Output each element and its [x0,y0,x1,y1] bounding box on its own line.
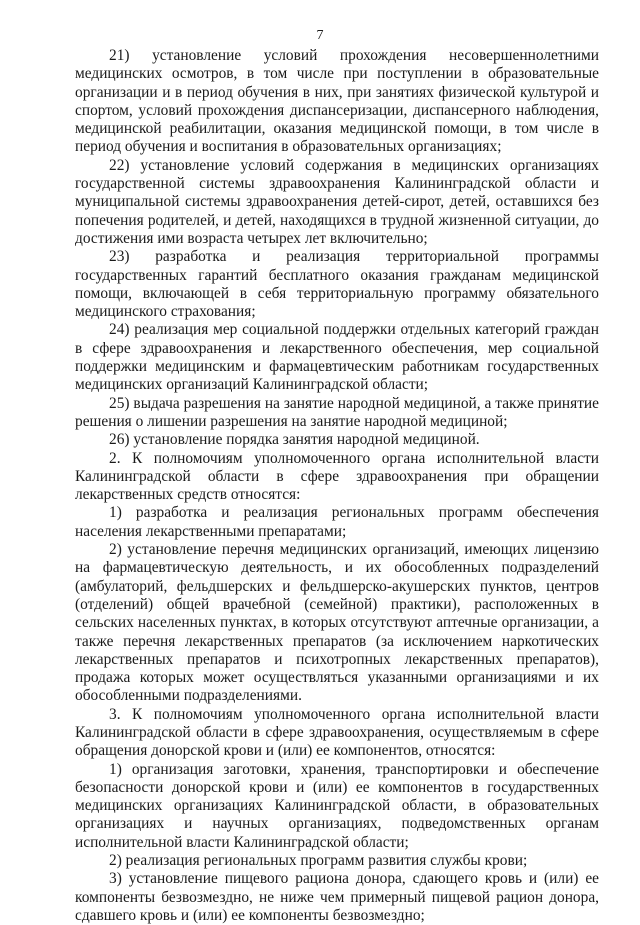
paragraph-item-21: 21) установление условий прохождения несовершеннолетними медицинских осмотров, в том числе при поступлении в образовательные организации и в период обучения в них, при занятиях физической культурой и спортом, условий прохождения диспансеризации, диспансерного наблюдения, медицинской реабилитации, оказания медицинской помощи, в том числе в период обучения и воспитания в образовательных организациях; [75,47,599,156]
paragraph-item-25: 25) выдача разрешения на занятие народной медициной, а также принятие решения о лишении разрешения на занятие народной медициной; [75,394,599,430]
section-3-item-1: 1) организация заготовки, хранения, транспортировки и обеспечение безопасности донорской крови и (или) ее компонентов в государственных медицинских организациях Калининградской области, в образовательных организациях и научных организациях, подведомственных органам исполнительной власти Калининградской области; [75,760,599,851]
section-2-item-1: 1) разработка и реализация региональных программ обеспечения населения лекарственными препаратами; [75,504,599,540]
paragraph-item-23: 23) разработка и реализация территориальной программы государственных гарантий бесплатного оказания гражданам медицинской помощи, включающей в себя территориальную программу обязательного медицинского страхования; [75,248,599,321]
paragraph-item-22: 22) установление условий содержания в медицинских организациях государственной системы здравоохранения Калининградской области и муниципальной системы здравоохранения детей-сирот, детей, оставшихся без попечения родителей, и детей, находящихся в трудной жизненной ситуации, до достижения ими возраста четырех лет включительно; [75,156,599,247]
section-3-item-3: 3) установление пищевого рациона донора, сдающего кровь и (или) ее компоненты безвозмездно, не ниже чем примерный пищевой рацион донора, сдавшего кровь и (или) ее компоненты безвозмездно; [75,870,599,924]
page-number: 7 [316,28,324,43]
section-2-heading-paragraph: 2. К полномочиям уполномоченного органа исполнительной власти Калининградской области в сфере здравоохранения при обращении лекарственных средств относятся: [75,449,599,504]
paragraph-item-26: 26) установление порядка занятия народной медициной. [109,431,480,449]
paragraph-item-24: 24) реализация мер социальной поддержки отдельных категорий граждан в сфере здравоохранения и лекарственного обеспечения, мер социальной поддержки медицинским и фармацевтическим работникам государственных медицинских организаций Калининградской области; [75,321,599,394]
section-2-item-2: 2) установление перечня медицинских организаций, имеющих лицензию на фармацевтическую деятельность, и их обособленных подразделений (амбулаторий, фельдшерских и фельдшерско-акушерских пунктов, центров (отделений) общей врачебной (семейной) практики), расположенных в сельских населенных пунктах, в которых отсутствуют аптечные организации, а также перечня лекарственных препаратов (за исключением наркотических лекарственных препаратов и психотропных лекарственных препаратов), продажа которых может осуществляться указанными организациями и их обособленными подразделениями. [75,541,599,705]
section-3-heading-paragraph: 3. К полномочиям уполномоченного органа исполнительной власти Калининградской области в сфере здравоохранения, осуществляемым в сфере обращения донорской крови и (или) ее компонентов, относятся: [75,705,599,760]
document-body [75,47,599,925]
section-3-item-2: 2) реализация региональных программ развития службы крови; [109,852,528,870]
